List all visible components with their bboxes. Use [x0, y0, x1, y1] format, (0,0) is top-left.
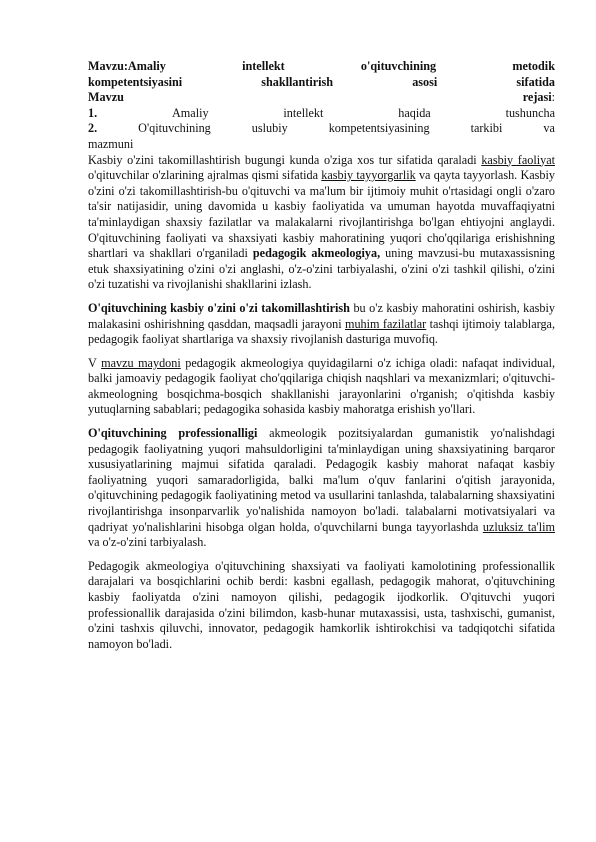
title-word: kompetentsiyasini: [88, 74, 183, 89]
plan-heading: [88, 90, 555, 106]
plan-heading-left: Mavzu: [88, 90, 124, 105]
plan-number: 2.: [88, 121, 98, 136]
link-mavzu-maydoni[interactable]: mavzu maydoni: [101, 355, 181, 370]
title-word: Mavzu:Amaliy: [88, 59, 166, 73]
plan-word: va: [543, 121, 555, 136]
title-word: metodik: [512, 59, 555, 73]
bold-term: pedagogik akmeologiya,: [252, 246, 381, 261]
title-word: asosi: [412, 74, 438, 89]
plan-word: Amaliy: [172, 105, 209, 120]
title-word: shakllantirish: [261, 74, 334, 89]
plan-word: kompetentsiyasining: [328, 121, 430, 136]
plan-heading-right: rejasi:: [522, 90, 555, 105]
paragraph-4: O'qituvchining professionalligi akmeologik pozitsiyalardan gumanistik yo'nalishdagi pedagogik faoliyatning yuqori mahsuldorligini ta'minlaydigan uning shaxsiyatining barqaror xususiyatlarining majmui sifatida qaraladi. Pedagogik kasbiy mahorat nafaqat kasbiy faoliyatning yuqori samaradorligida, balki ma'lum o'quv fanlarini o'qitish jarayonida, o'qituvchining pedagogik faoliyatining metod va usullarini tanlashda, talabalarning shaxsiyatini rivojlantirishga insonparvarlik yo'nalishida namoyon bo'ladi. talabalarni motivatsiyalari va qadriyat yo'nalishlarini hisobga olgan holda, o'quvchilarni bunga tayyorlashda uzluksiz ta'lim va o'z-o'zini tarbiyalash.: [88, 426, 556, 550]
title-line-2: [88, 75, 555, 91]
title-line-1: [88, 59, 555, 75]
paragraph-3: V mavzu maydoni pedagogik akmeologiya quyidagilarni o'z ichiga oladi: nafaqat individual, balki jamoaviy pedagogik faoliyat cho'qqilariga chiqish naqshlari va mexanizmlari; o'qituvchi-akmeologning bosqichma-bosqich shakllanishi jarayonlarini o'rganish; o'qitishda kasbiy yutuqlarning sabablari; pedagogika sohasida kasbiy mahoratga erishish yo'llari.: [88, 355, 555, 417]
plan-item-2: [88, 121, 555, 137]
plan-word: O'qituvchining: [138, 121, 211, 136]
plan-word: tushuncha: [505, 105, 555, 120]
title-word: o'qituvchining: [360, 59, 437, 73]
bold-term: O'qituvchining professionalligi: [88, 426, 258, 441]
plan-word: intellekt: [283, 105, 324, 120]
plan-word: haqida: [398, 105, 431, 120]
document-page: [88, 59, 555, 660]
plan-word: tarkibi: [470, 121, 503, 136]
paragraph-1: Kasbiy o'zini takomillashtirish bugungi kunda o'ziga xos tur sifatida qaraladi kasbiy faoliyat o'qituvchilar o'zlarining ajralmas qismi sifatida kasbiy tayyorgarlik va qayta tayyorlash. Kasbiy o'zini o'zi takomillashtirish-bu o'qituvchi va ma'lum bir ijtimoiy muhit o'rtasidagi ongli o'zaro ta'sir natijasidir, uning davomida u kasbiy faoliyatida va umuman hayotda muvaffaqiyatni ta'minlaydigan shaxsiy fazilatlar va malakalarni rivojlantirishga bo'lgan ehtiyojni anglaydi. O'qituvchining faoliyati va shaxsiyati kasbiy mahoratining yuqori cho'qqilariga erishishning shartlari va shakllari o'rganiladi pedagogik akmeologiya, uning mavzusi-bu mutaxassisning etuk shaxsiyatining o'zini o'zi anglashi, o'z-o'zini tarbiyalashi, o'zini o'zi tashkil qilishi, o'zini o'zi tuzatishi va rivojlanishi shakllarini izlash.: [88, 152, 556, 292]
title-word: sifatida: [516, 74, 555, 89]
link-uzluksiz-talim[interactable]: uzluksiz ta'lim: [482, 519, 556, 534]
paragraph-2: O'qituvchining kasbiy o'zini o'zi takomillashtirish bu o'z kasbiy mahoratini oshirish, kasbiy malakasini oshirishning qasddan, maqsadli jarayoni muhim fazilatlar tashqi ijtimoiy talablarga, pedagogik faoliyat shartlariga va shaxsiy rivojlanish dasturiga muvofiq.: [88, 300, 555, 347]
paragraph-5: Pedagogik akmeologiya o'qituvchining shaxsiyati va faoliyati kamolotining professionallik darajalari va bosqichlarini ochib berdi: kasbni egallash, pedagogik mahorat, o'qituvchining kasbiy faoliyatda o'zini namoyon qilishi, pedagogik ijodkorlik. O'qituvchi yuqori professionallik darajasida o'zini bilimdon, kasb-hunar mutaxassisi, usta, tashxischi, gumanist, o'zini tashxis qiluvchi, innovator, pedagogik hamkorlik ishtirokchisi va tadqiqotchi sifatida namoyon bo'ladi.: [88, 558, 555, 651]
plan-item-1: [88, 106, 555, 122]
link-kasbiy-faoliyat[interactable]: kasbiy faoliyat: [481, 152, 556, 167]
plan-item-2-continued: mazmuni: [88, 136, 134, 151]
link-muhim-fazilatlar[interactable]: muhim fazilatlar: [344, 316, 427, 331]
bold-term: O'qituvchining kasbiy o'zini o'zi takomillashtirish: [88, 300, 350, 315]
link-kasbiy-tayyorgarlik[interactable]: kasbiy tayyorgarlik: [321, 168, 416, 183]
plan-number: 1.: [88, 105, 98, 120]
title-word: intellekt: [242, 59, 285, 73]
plan-word: uslubiy: [251, 121, 288, 136]
